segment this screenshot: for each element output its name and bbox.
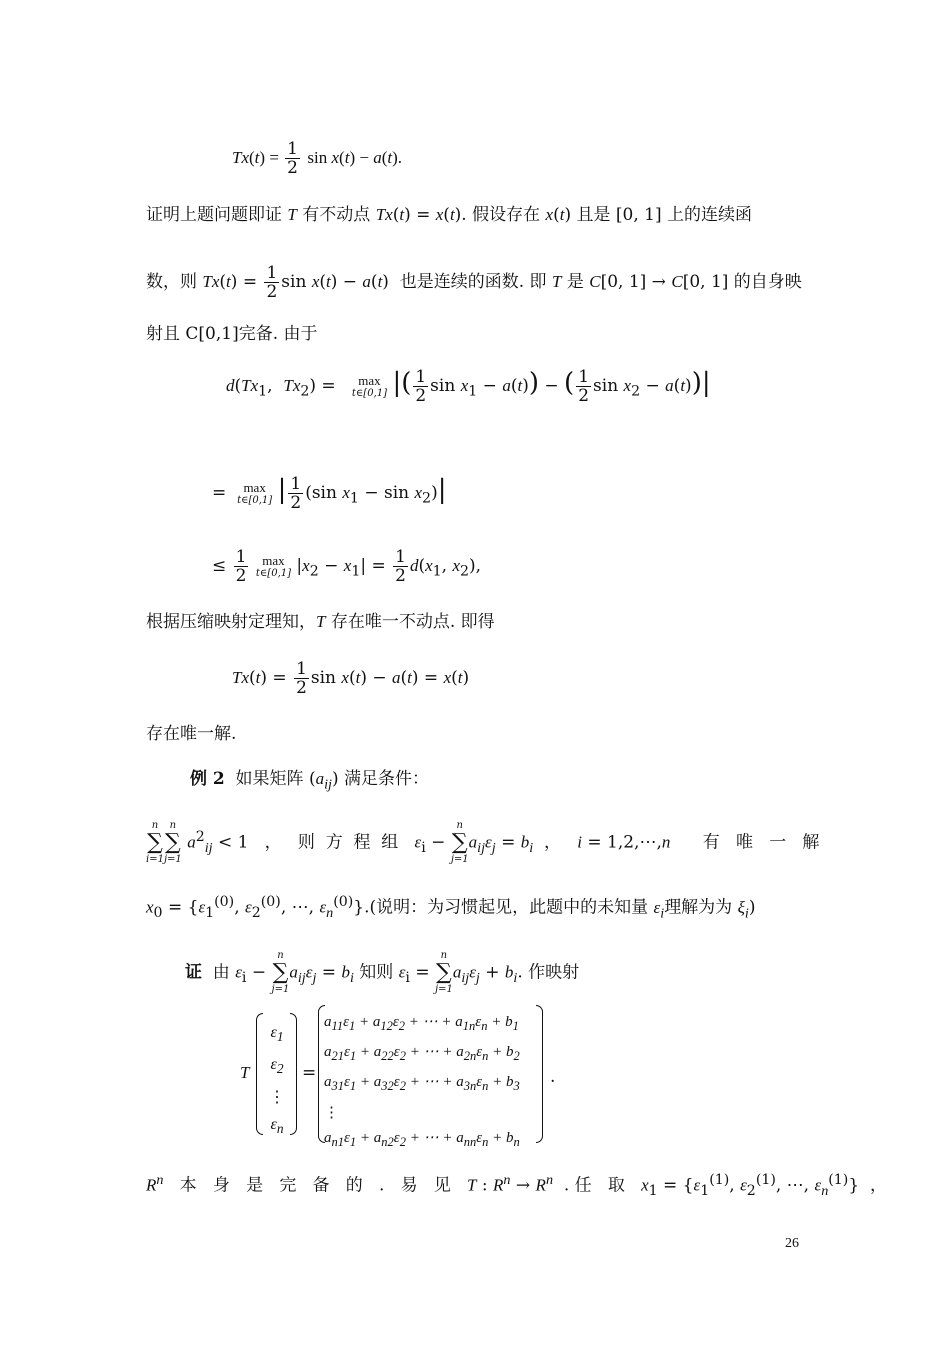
example-label: 例 2 (190, 769, 225, 789)
operator-T: T (240, 1063, 250, 1082)
example-heading: 例 2 如果矩阵 $(a_{ij})$ 满足条件： (190, 769, 430, 793)
paragraph-3: 存在唯一解. (146, 724, 237, 744)
last-line: $R^n$ 本 身 是 完 备 的 . 易 见 T : $R^n \to R^n$ . 任 取 $x_1 = \{\varepsilon_1^{(1)}$, $\varepsilon_2^{(1)}$, ⋯, $\varepsilon_n^{(1)}$} ， (146, 1172, 887, 1200)
paragraph-line-2: 数，则 Tx(t) = $\frac{1}{2}$ sin x(t) − a(t) 也是连续的函数. 即 T 是 C[0, 1] → C[0, 1] 的自身映 (146, 263, 802, 302)
proof-line: 证 由 $\varepsilon_i$ − n ∑ j=1 $a_{ij}\varepsilon_j = b_i$ 知则 $\varepsilon_i$ = n ∑ j=1 $a_{ij}\varepsilon_j + b_i$. 作映射 (185, 950, 580, 995)
rhs-vector: $a_{11}\varepsilon_1 + a_{12}\varepsilon_2$ + ⋯ + $a_{1n}\varepsilon_n + b_1$ $a_{21}\varepsilon_1 + a_{22}\varepsilon_2$ + ⋯ + $a_{2n}\varepsilon_n + b_2$ $a_{31}\varepsilon_1 + a_{32}\varepsilon_2$ + ⋯ + $a_{3n}\varepsilon_n + b_3$ ⋮ $a_{n1}\varepsilon_1 + a_{n2}\varepsilon_2$ + ⋯ + $a_{nn}\varepsilon_n + b_n$ (324, 1014, 520, 1149)
page-number: 26 (785, 1236, 799, 1251)
fixed-point-equation: Tx(t) = $\frac{1}{2}$ sin x(t) − a(t) = x(t) (232, 659, 470, 698)
distance-equation-2: = max t∈[0,1] | $\frac{1}{2}$ (sin $x_1 - \sin x_2)|$ (212, 474, 447, 513)
paragraph-line-1: 证明上题问题即证 T 有不动点 Tx(t) = x(t). 假设存在 x(t) 且是 [0, 1] 上的连续函 (146, 205, 752, 225)
proof-label: 证 (185, 962, 202, 983)
paragraph-2: 根据压缩映射定理知，T 存在唯一不动点. 即得 (146, 612, 495, 632)
solution-line: $x_0 = \{\varepsilon_1^{(0)}$, $\varepsilon_2^{(0)}$, ⋯, $\varepsilon_n^{(0)}$}.(说明：为习惯起见，此题中的未知量 $\varepsilon_i$理解为为 $\xi_i$) (146, 894, 756, 922)
distance-equation-3: ≤ $\frac{1}{2}$ max t∈[0,1] $|x_2 - x_1|$ = $\frac{1}{2}$ $d(x_1$, $x_2$), (212, 547, 482, 586)
paragraph-line-3: 射且 C[0,1]完备. 由于 (146, 324, 318, 344)
condition-line: n ∑ i=1 n ∑ j=1 $a^2_{ij} < 1$ ， 则 方 程 组 $\varepsilon_i$ − n ∑ j=1 $a_{ij}\varepsilon_j = b_i$ ， i = 1,2,⋯,n 有 唯 一 解 (146, 820, 820, 865)
mapping-matrix: T $\varepsilon_1$ $\varepsilon_2$ ⋮ $\varepsilon_n$ = $a_{11}\varepsilon_1 + a_{12}\varepsilon_2$ + ⋯ + $a_{1n}\varepsilon_n + b_1$ $a_{21}\varepsilon_1 + a_{22}\varepsilon_2$ + ⋯ + $a_{2n}\varepsilon_n + b_2$ $a_{31}\varepsilon_1 + a_{32}\varepsilon_2$ + ⋯ + $a_{3n}\varepsilon_n + b_3$ ⋮ $a_{n1}\varepsilon_1 + a_{n2}\varepsilon_2$ + ⋯ + $a_{nn}\varepsilon_n + b_n$ . (240, 1005, 580, 1145)
lhs-vector: $\varepsilon_1$ $\varepsilon_2$ ⋮ $\varepsilon_n$ (269, 1024, 285, 1137)
equation-top: Tx(t) = $\frac{1}{2}$ sin x(t) − a(t). (232, 139, 403, 178)
distance-equation-1: $d(Tx_1$, $Tx_2$) = max t∈[0,1] |( $\frac{1}{2}$ $\sin x_1 - a(t)$) − ( $\frac{1}{2}$ $\sin x_2 - a(t))|$ (226, 367, 711, 406)
